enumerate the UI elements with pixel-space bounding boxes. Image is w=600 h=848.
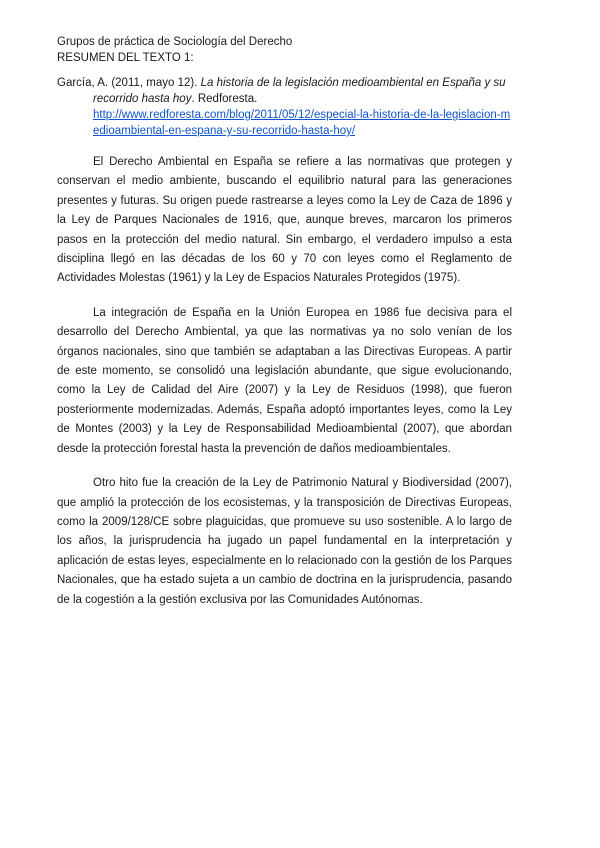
- document-header: [57, 34, 512, 66]
- citation: [57, 75, 512, 139]
- citation-url-link[interactable]: http://www.redforesta.com/blog/2011/05/12/especial-la-historia-de-la-legislacion-medioambiental-en-espana-y-su-recorrido-hasta-hoy/: [93, 109, 511, 137]
- document-body: [57, 153, 512, 610]
- citation-publisher: . Redforesta.: [191, 93, 258, 105]
- citation-authors-date: García, A. (2011, mayo 12).: [57, 77, 198, 89]
- paragraph-3: Otro hito fue la creación de la Ley de Patrimonio Natural y Biodiversidad (2007), que amplió la protección de los ecosistemas, y la transposición de Directivas Europeas, como la 2009/128/CE sobre plaguicidas, que promueve su uso sostenible. A lo largo de los años, la jurisprudencia ha jugado un papel fundamental en la interpretación y aplicación de estas leyes, especialmente en lo relacionado con la gestión de los Parques Nacionales, que ha estado sujeta a un cambio de doctrina en la jurisprudencia, pasando de la cogestión a la gestión exclusiva por las Comunidades Autónomas.: [57, 477, 512, 606]
- citation-title-line1: La historia de la legislación medioambiental en España y su: [200, 77, 506, 89]
- section-title: RESUMEN DEL TEXTO 1:: [57, 52, 194, 64]
- course-title: Grupos de práctica de Sociología del Derecho: [57, 36, 293, 48]
- paragraph-2: La integración de España en la Unión Europea en 1986 fue decisiva para el desarrollo del Derecho Ambiental, ya que las normativas ya no solo venían de los órganos nacionales, sino que también se adaptaban a las Directivas Europeas. A partir de este momento, se consolidó una legislación abundante, que sigue evolucionando, como la Ley de Calidad del Aire (2007) y la Ley de Residuos (1998), que fueron posteriormente modernizadas. Además, España adoptó importantes leyes, como la Ley de Montes (2003) y la Ley de Responsabilidad Medioambiental (2007), que abordan desde la protección forestal hasta la prevención de daños medioambientales.: [57, 306, 512, 455]
- paragraph-1: El Derecho Ambiental en España se refiere a las normativas que protegen y conservan el medio ambiente, buscando el equilibrio natural para las generaciones presentes y futuras. Su origen puede rastrearse a leyes como la Ley de Caza de 1896 y la Ley de Parques Nacionales de 1916, que, aunque breves, marcaron los primeros pasos en la protección del medio natural. Sin embargo, el verdadero impulso a esta disciplina llegó en las décadas de los 60 y 70 con leyes como el Reglamento de Actividades Molestas (1961) y la Ley de Espacios Naturales Protegidos (1975).: [57, 156, 512, 285]
- citation-title-line2: recorrido hasta hoy: [93, 93, 192, 105]
